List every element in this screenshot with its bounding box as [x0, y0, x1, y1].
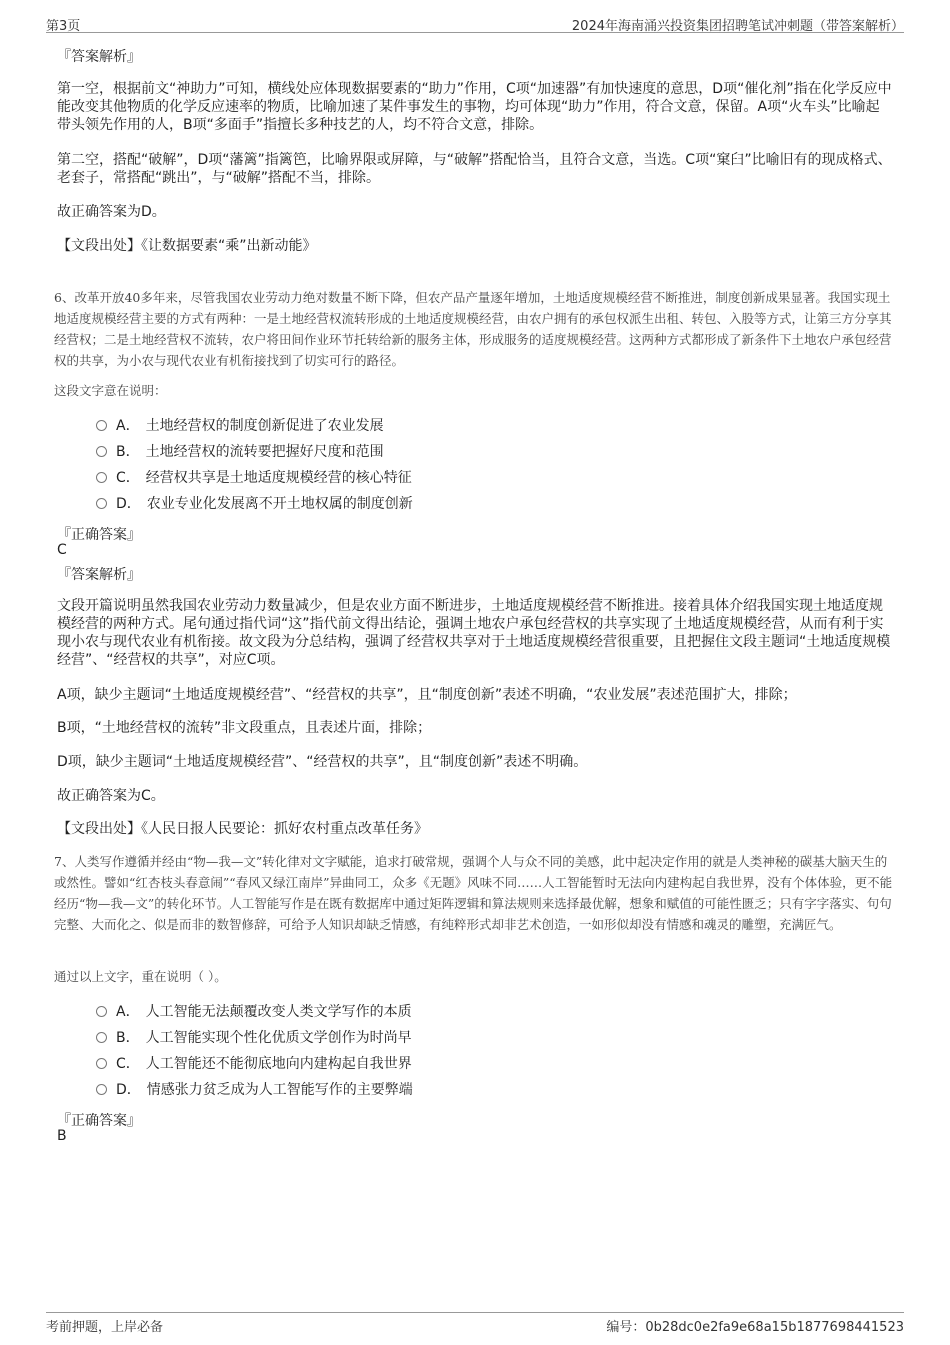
radio-icon[interactable] — [96, 1032, 107, 1043]
q7-option-b[interactable]: B． 人工智能实现个性化优质文学创作为时尚早 — [96, 1028, 412, 1048]
q6-answer: C — [57, 542, 67, 558]
q6-source: 【文段出处】《人民日报人民要论：抓好农村重点改革任务》 — [57, 821, 428, 837]
q6-option-b[interactable]: B． 土地经营权的流转要把握好尺度和范围 — [96, 442, 384, 462]
page-footer — [46, 1312, 904, 1333]
q5-conclusion: 故正确答案为D。 — [57, 204, 166, 220]
q5-analysis-label: 『答案解析』 — [57, 49, 141, 65]
q6-answer-label: 『正确答案』 — [57, 527, 141, 543]
page-number: 第3页 — [46, 19, 81, 34]
q7-option-d[interactable]: D． 情感张力贫乏成为人工智能写作的主要弊端 — [96, 1080, 413, 1100]
q7-stem: 7、人类写作遵循并经由“物—我—文”转化律对文字赋能，追求打破常规，强调个人与众不同的美感，此中起决定作用的就是人类神秘的碳基大脑天生的或然性。譬如“红杏枝头春意闹”“春风又绿江南岸”异曲同工，众多《无题》风味不同……人工智能暂时无法向内建构起自我世界，没有个体体验，更不能经历“物—我—文”的转化环节。人工智能写作是在既有数据库中通过矩阵逻辑和算法规则来选择最优解，想象和赋值的可能性匮乏；只有字字落实、句句完整、大而化之、似是而非的数智修辞，可给予人知识却缺乏情感，有纯粹形式却非艺术创造，一如形似却没有情感和魂灵的雕塑，充满匠气。 — [54, 854, 893, 932]
radio-icon[interactable] — [96, 446, 107, 457]
q6-prompt: 这段文字意在说明： — [54, 383, 167, 398]
q6-conclusion: 故正确答案为C。 — [57, 788, 165, 804]
q5-source: 【文段出处】《让数据要素“乘”出新动能》 — [57, 238, 317, 254]
q6-analysis-para4: D项，缺少主题词“土地适度规模经营”、“经营权的共享”，且“制度创新”表述不明确。 — [57, 754, 588, 770]
q6-stem: 6、改革开放40多年来，尽管我国农业劳动力绝对数量不断下降，但农产品产量逐年增加，土地适度规模经营不断推进，制度创新成果显著。我国实现土地适度规模经营主要的方式有两种：一是土地经营权流转形成的土地适度规模经营，由农户拥有的承包权派生出租、转包、入股等方式，让第三方分享其经营权；二是土地经营权不流转，农户将田间作业环节托转给新的服务主体，形成服务的适度规模经营。这两种方式都形成了新条件下土地农户承包经营权的共享，为小农与现代农业有机衔接找到了切实可行的路径。 — [54, 290, 892, 368]
q5-analysis-para2: 第二空，搭配“破解”，D项“藩篱”指篱笆，比喻界限或屏障，与“破解”搭配恰当，且符合文意，当选。C项“窠臼”比喻旧有的现成格式、老套子，常搭配“跳出”，与“破解”搭配不当，排除。 — [57, 152, 892, 186]
q6-option-a[interactable]: A． 土地经营权的制度创新促进了农业发展 — [96, 416, 384, 436]
radio-icon[interactable] — [96, 420, 107, 431]
q7-answer-label: 『正确答案』 — [57, 1113, 141, 1129]
radio-icon[interactable] — [96, 1006, 107, 1017]
q5-analysis-para1: 第一空，根据前文“神助力”可知，横线处应体现数据要素的“助力”作用，C项“加速器”有加快速度的意思，D项“催化剂”指在化学反应中能改变其他物质的化学反应速率的物质，比喻加速了某件事发生的事物，均可体现“助力”作用，符合文意，保留。A项“火车头”比喻起带头领先作用的人，B项“多面手”指擅长多种技艺的人，均不符合文意，排除。 — [57, 81, 892, 133]
q7-option-a[interactable]: A． 人工智能无法颠覆改变人类文学写作的本质 — [96, 1002, 412, 1022]
document-title: 2024年海南涌兴投资集团招聘笔试冲刺题（带答案解析） — [571, 19, 904, 34]
q7-answer: B — [57, 1128, 67, 1144]
q7-option-c[interactable]: C． 人工智能还不能彻底地向内建构起自我世界 — [96, 1054, 412, 1074]
q7-prompt: 通过以上文字，重在说明（ ）。 — [54, 969, 227, 984]
radio-icon[interactable] — [96, 498, 107, 509]
footer-slogan: 考前押题，上岸必备 — [46, 1320, 164, 1335]
q6-analysis-label: 『答案解析』 — [57, 567, 141, 583]
page-header — [46, 14, 904, 33]
radio-icon[interactable] — [96, 472, 107, 483]
q6-analysis-para2: A项，缺少主题词“土地适度规模经营”、“经营权的共享”，且“制度创新”表述不明确，“农业发展”表述范围扩大，排除； — [57, 687, 797, 703]
radio-icon[interactable] — [96, 1084, 107, 1095]
footer-serial: 编号：0b28dc0e2fa9e68a15b1877698441523 — [606, 1320, 904, 1335]
q6-analysis-para1: 文段开篇说明虽然我国农业劳动力数量减少，但是农业方面不断进步，土地适度规模经营不断推进。接着具体介绍我国实现土地适度规模经营的两种方式。尾句通过指代词“这”指代前文得出结论，强调土地农户承包经营权的共享实现了土地适度规模经营，从而有利于实现小农与现代农业有机衔接。故文段为分总结构，强调了经营权共享对于土地适度规模经营很重要，且把握住文段主题词“土地适度规模经营”、“经营权的共享”，对应C项。 — [57, 598, 891, 668]
radio-icon[interactable] — [96, 1058, 107, 1069]
q6-option-d[interactable]: D． 农业专业化发展离不开土地权属的制度创新 — [96, 494, 413, 514]
q6-analysis-para3: B项，“土地经营权的流转”非文段重点，且表述片面，排除； — [57, 720, 432, 736]
q6-option-c[interactable]: C． 经营权共享是土地适度规模经营的核心特征 — [96, 468, 412, 488]
